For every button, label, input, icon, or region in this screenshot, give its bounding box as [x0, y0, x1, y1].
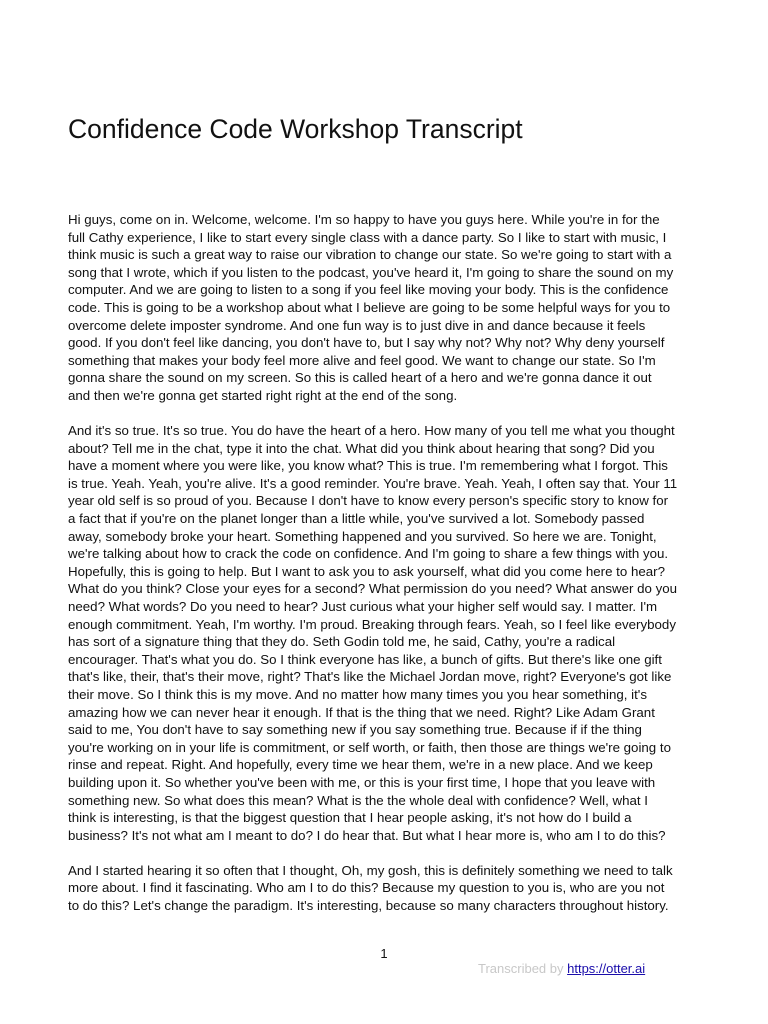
transcript-paragraph: And it's so true. It's so true. You do have the heart of a hero. How many of you tell me what you thought about? Tell me in the chat, type it into the chat. What did you think about hearing that song? Did you have a moment where you were like, you know what? This is true. I'm remembering what I forgot. This is true. Yeah. Yeah, you're alive. It's a good reminder. You're brave. Yeah. Yeah, I often say that. Your 11 year old self is so proud of you. Because I don't have to know every person's specific story to know for a fact that if you're on the planet longer than a little while, you've survived a lot. Somebody passed away, somebody broke your heart. Something happened and you survived. So here we are. Tonight, we're talking about how to crack the code on confidence. And I'm going to share a few things with you. Hopefully, this is going to help. But I want to ask you to ask yourself, what did you come here to hear? What do you think? Close your eyes for a second? What permission do you need? What answer do you need? What words? Do you need to hear? Just curious what your higher self would say. I matter. I'm enough commitment. Yeah, I'm worthy. I'm proud. Breaking through fears. Yeah, so I feel like everybody has sort of a signature thing that they do. Seth Godin told me, he said, Cathy, you're a radical encourager. That's what you do. So I think everyone has like, a bunch of gifts. But there's like one gift that's like, their, that's their move, right? That's like the Michael Jordan move, right? Everyone's got like their move. So I think this is my move. And no matter how many times you you hear something, it's amazing how we can never hear it enough. If that is the thing that we need. Right? Like Adam Grant said to me, You don't have to say something new if you say something true. Because if if the thing you're working on in your life is commitment, or self worth, or faith, then those are things we're going to rinse and repeat. Right. And hopefully, every time we hear them, we're in a new place. And we keep building upon it. So whether you've been with me, or this is your first time, I hope that you leave with something new. So what does this mean? What is the the whole deal with confidence? Well, what I think is interesting, is that the biggest question that I hear people asking, it's not how do I build a business? It's not what am I meant to do? I do hear that. But what I hear more is, who am I to do this? [68, 423, 678, 843]
document-title: Confidence Code Workshop Transcript [68, 114, 523, 144]
page-number: 1 [380, 946, 388, 961]
transcript-paragraph: Hi guys, come on in. Welcome, welcome. I'm so happy to have you guys here. While you're in for the full Cathy experience, I like to start every single class with a dance party. So I like to start with music, I think music is such a great way to raise our vibration to change our state. So we're going to start with a song that I wrote, which if you listen to the podcast, you've heard it, I'm going to share the sound on my computer. And we are going to listen to a song if you feel like moving your body. This is the confidence code. This is going to be a workshop about what I believe are going to be some helpful ways for you to overcome delete imposter syndrome. And one fun way is to just dive in and dance because it feels good. If you don't feel like dancing, you don't have to, but I say why not? Why not? Why deny yourself something that makes your body feel more alive and feel good. We want to change our state. So I'm gonna share the sound on my screen. So this is called heart of a hero and we're gonna dance it out and then we're gonna get started right right at the end of the song. [68, 212, 674, 403]
transcription-credit [478, 961, 645, 977]
transcript-paragraph: And I started hearing it so often that I thought, Oh, my gosh, this is definitely something we need to talk more about. I find it fascinating. Who am I to do this? Because my question to you is, who are you not to do this? Let's change the paradigm. It's interesting, because so many characters throughout history. [68, 862, 673, 913]
otter-ai-link[interactable]: https://otter.ai [567, 961, 646, 976]
transcript-body [68, 211, 708, 932]
transcribed-by-label: Transcribed by [478, 961, 568, 976]
